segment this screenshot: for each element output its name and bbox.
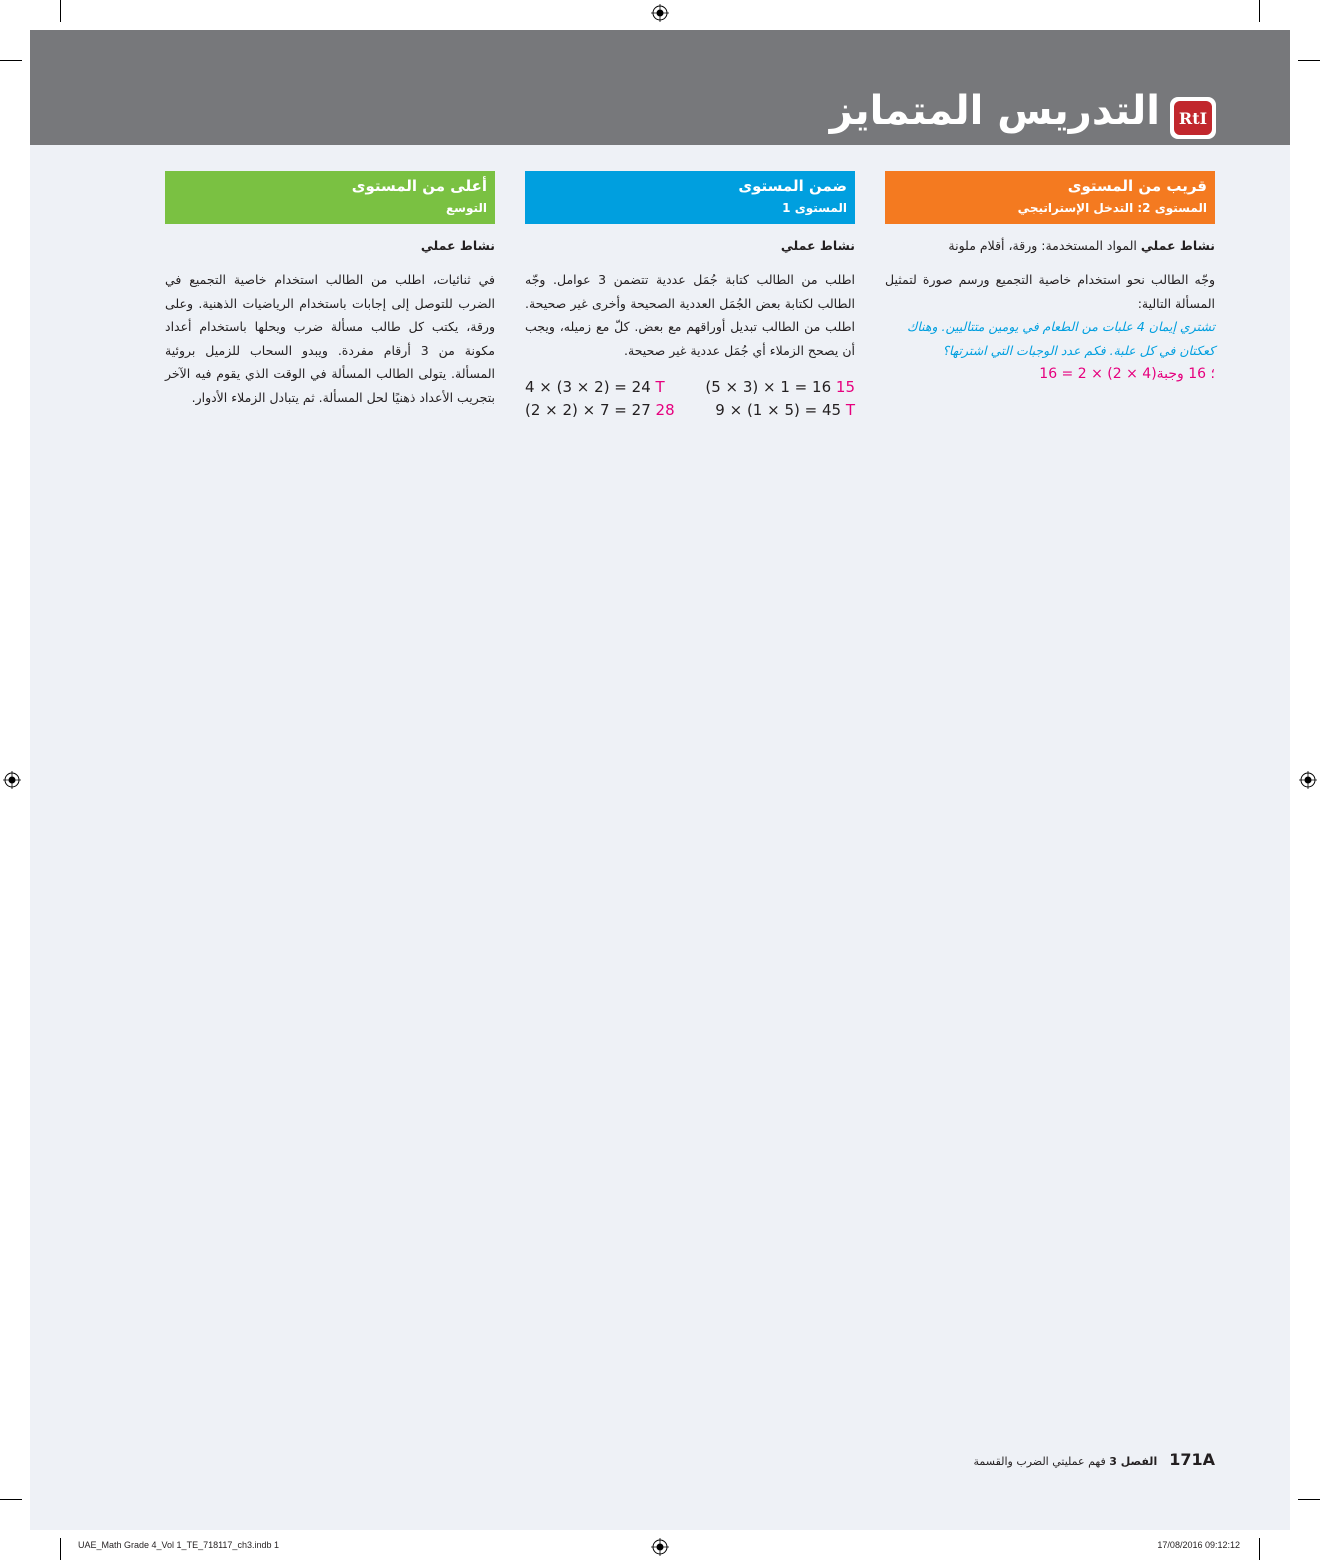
chapter-info xyxy=(974,1455,1158,1468)
column-subtitle: المستوى 1 xyxy=(782,201,847,215)
correction-mark: 15 xyxy=(835,378,855,396)
answer-text: 16 = 2 × (2 × 4)؛ 16 وجبة xyxy=(1039,366,1215,382)
page-footer xyxy=(974,1450,1216,1469)
crop-mark xyxy=(0,60,22,61)
rti-logo-text: RtI xyxy=(1174,101,1212,135)
word-problem: تشتري إيمان 4 علبات من الطعام في يومين متتاليين. وهناك كعكتان في كل علبة. فكم عدد الوجبات التي اشترتها؟ xyxy=(907,319,1215,358)
correction-mark: T xyxy=(845,401,855,419)
page-number: 171A xyxy=(1169,1450,1215,1469)
activity-body: في ثنائيات، اطلب من الطالب استخدام خاصية التجميع في الضرب للتوصل إلى إجابات باستخدام الرياضيات الذهنية. وعلى ورقة، يكتب كل طالب مسألة ضرب ويحلها باستخدام أعداد مكونة من 3 أرقام مفردة. ويبدو السحاب للزميل بروئية المسألة. يتولى الطالب المسألة في الوقت الذي يقوم فيه الآخر بتجريب الأعداد ذهنيًا لحل المسألة. ثم يتبادل الزملاء الأدوار. xyxy=(165,272,495,405)
crop-mark xyxy=(1259,0,1260,22)
activity-label-bold: نشاط عملي xyxy=(420,238,495,253)
column-title: قريب من المستوى xyxy=(1067,177,1207,195)
column-beyond-level xyxy=(165,171,495,409)
activity-body: وجّه الطالب نحو استخدام خاصية التجميع ورسم صورة لتمثيل المسألة التالية: xyxy=(885,272,1215,311)
page-title: التدريس المتمايز xyxy=(829,88,1160,134)
materials-text: المواد المستخدمة: ورقة، أقلام ملونة xyxy=(948,238,1137,253)
crop-mark xyxy=(60,1538,61,1560)
equation-list xyxy=(525,376,855,422)
chapter-label: الفصل 3 xyxy=(1109,1455,1158,1468)
column-approaching-level xyxy=(885,171,1215,386)
crop-mark xyxy=(1298,1499,1320,1500)
registration-mark-icon xyxy=(651,4,669,22)
registration-mark-icon xyxy=(3,771,21,789)
column-on-level xyxy=(525,171,855,422)
print-slug-file: UAE_Math Grade 4_Vol 1_TE_718117_ch3.indb 1 xyxy=(78,1540,279,1550)
chapter-title: فهم عمليتي الضرب والقسمة xyxy=(973,1455,1106,1468)
equation: (5 × 3) × 1 = 16 15 xyxy=(705,378,855,396)
activity-label-bold: نشاط عملي xyxy=(780,238,855,253)
activity-label-bold: نشاط عملي xyxy=(1140,238,1215,253)
column-title: ضمن المستوى xyxy=(738,177,847,195)
column-subtitle: المستوى 2: التدخل الإستراتيجي xyxy=(1017,201,1207,215)
equation: (2 × 2) × 7 = 27 28 xyxy=(525,401,675,419)
registration-mark-icon xyxy=(651,1538,669,1556)
rti-logo xyxy=(1170,97,1216,139)
activity-body: اطلب من الطالب كتابة جُمَل عددية تتضمن 3 عوامل. وجّه الطالب لكتابة بعض الجُمَل العددية الصحيحة وأخرى غير صحيحة. اطلب من الطالب تبديل أوراقهم مع بعض. كلّ مع زميله، ويجب أن يصحح الزملاء أي جُمَل عددية غير صحيحة. xyxy=(525,272,855,358)
crop-mark xyxy=(60,0,61,22)
activity-label xyxy=(885,236,1215,256)
crop-mark xyxy=(1298,60,1320,61)
column-header xyxy=(885,171,1215,224)
activity-label xyxy=(165,236,495,256)
activity-label xyxy=(525,236,855,256)
registration-mark-icon xyxy=(1299,771,1317,789)
crop-mark xyxy=(1259,1538,1260,1560)
equation-row xyxy=(525,399,855,422)
equation: 9 × (1 × 5) = 45 T xyxy=(715,401,855,419)
equation-row xyxy=(525,376,855,399)
correction-mark: T xyxy=(655,378,665,396)
correction-mark: 28 xyxy=(655,401,675,419)
column-header xyxy=(525,171,855,224)
print-slug-date: 17/08/2016 09:12:12 xyxy=(1157,1540,1240,1550)
crop-mark xyxy=(0,1499,22,1500)
column-title: أعلى من المستوى xyxy=(351,177,487,195)
equation: 4 × (3 × 2) = 24 T xyxy=(525,378,665,396)
column-header xyxy=(165,171,495,224)
column-subtitle: التوسع xyxy=(445,201,487,215)
